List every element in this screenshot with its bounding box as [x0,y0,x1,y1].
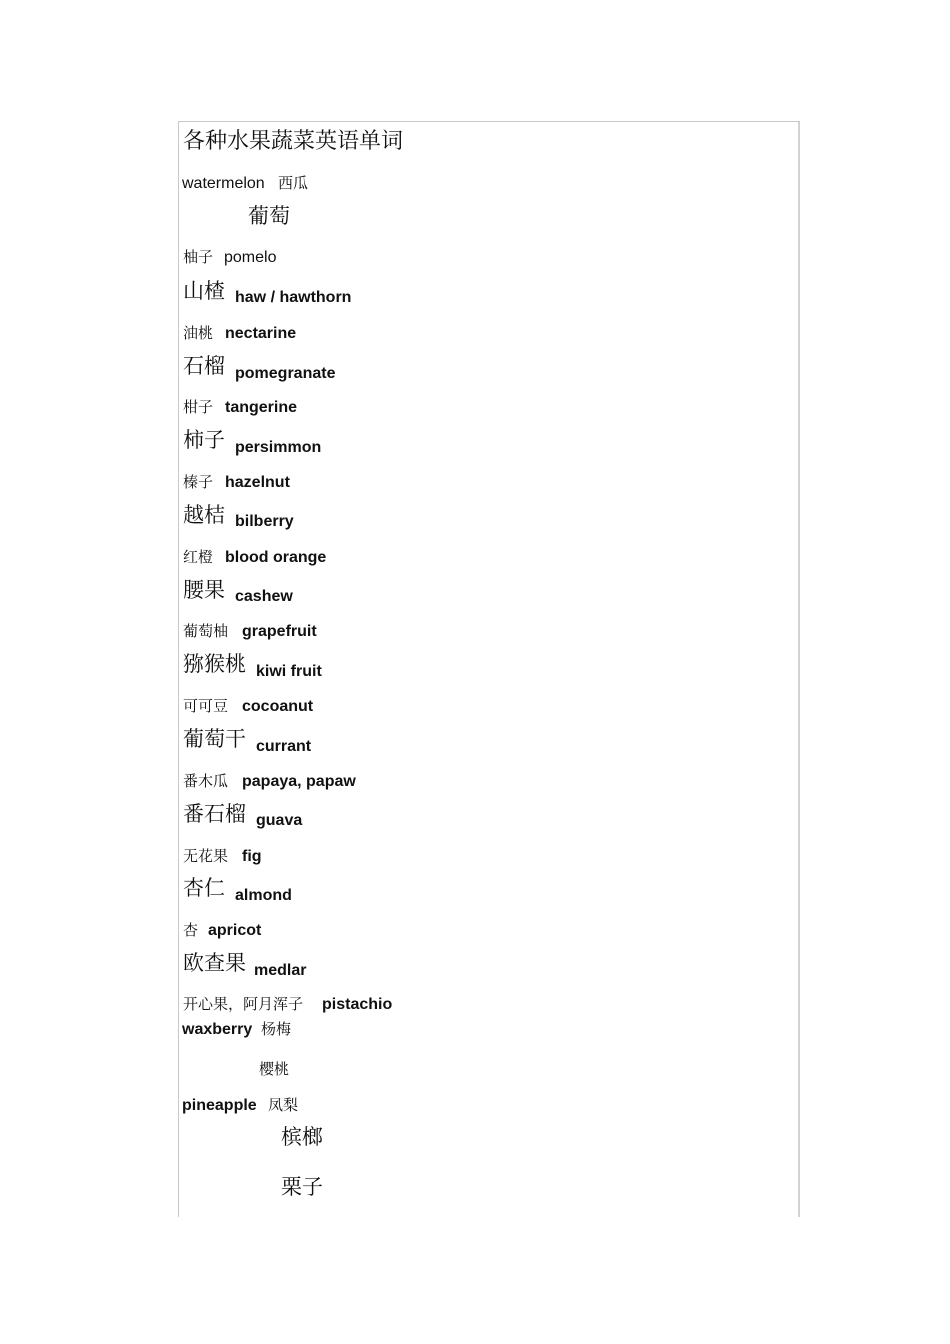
entry-zh: 猕猴桃 [183,652,246,676]
entry-zh: 杏 [183,921,199,939]
entry-zh: 红橙 [183,548,214,566]
entry-en: waxberry [182,1021,253,1038]
entry-zh: 腰果 [183,578,225,602]
entry-en: persimmon [235,439,322,456]
entry-zh: 欧查果 [183,951,246,975]
entry-zh: 杏仁 [183,876,225,900]
entry-en: papaya, papaw [242,773,356,790]
entry-en: hazelnut [225,474,290,491]
entry-zh: 番木瓜 [183,772,229,790]
entry-en: blood orange [225,549,327,566]
page-title: 各种水果蔬菜英语单词 [183,129,404,154]
entry-zh: 柚子 [183,248,214,266]
entry-zh: 石榴 [183,354,225,378]
entry-en: pomegranate [235,365,336,382]
entry-en: pomelo [224,249,277,266]
entry-en: tangerine [225,399,298,416]
entry-zh: 葡萄 [248,204,290,228]
entry-zh: 可可豆 [183,697,229,715]
entry-zh: 番石榴 [183,802,246,826]
entry-zh: 槟榔 [281,1125,323,1149]
entry-en: grapefruit [242,623,317,640]
entry-zh: 凤梨 [268,1096,299,1114]
entry-en: medlar [254,962,307,979]
entry-en: nectarine [225,325,297,342]
entry-zh: 无花果 [183,847,229,865]
entry-en: watermelon [182,175,265,192]
entry-zh: 葡萄干 [183,727,246,751]
entry-zh: 樱桃 [259,1060,290,1078]
entry-zh: 栗子 [281,1175,323,1199]
entry-zh: 西瓜 [278,174,309,192]
entry-zh: 榛子 [183,473,214,491]
entry-zh: 油桃 [183,324,214,342]
entry-en: bilberry [235,513,294,530]
page-cut [178,1217,802,1237]
entry-en: haw / hawthorn [235,289,352,306]
entry-zh: 山楂 [183,279,225,303]
entry-en: kiwi fruit [256,663,322,680]
entry-en: cocoanut [242,698,314,715]
entry-zh: 葡萄柚 [183,622,229,640]
entry-en: apricot [208,922,262,939]
entry-en: guava [256,812,303,829]
entry-en: pistachio [322,996,393,1013]
entry-zh: 杨梅 [261,1020,292,1038]
entry-zh: 柑子 [183,398,214,416]
entry-en: almond [235,887,292,904]
entry-zh: 柿子 [183,428,225,452]
entry-en: pineapple [182,1097,257,1114]
entry-zh: 开心果，阿月浑子 [183,995,304,1013]
entry-zh: 越桔 [183,503,225,527]
entry-en: currant [256,738,312,755]
entry-en: cashew [235,588,293,605]
entry-en: fig [242,848,262,865]
